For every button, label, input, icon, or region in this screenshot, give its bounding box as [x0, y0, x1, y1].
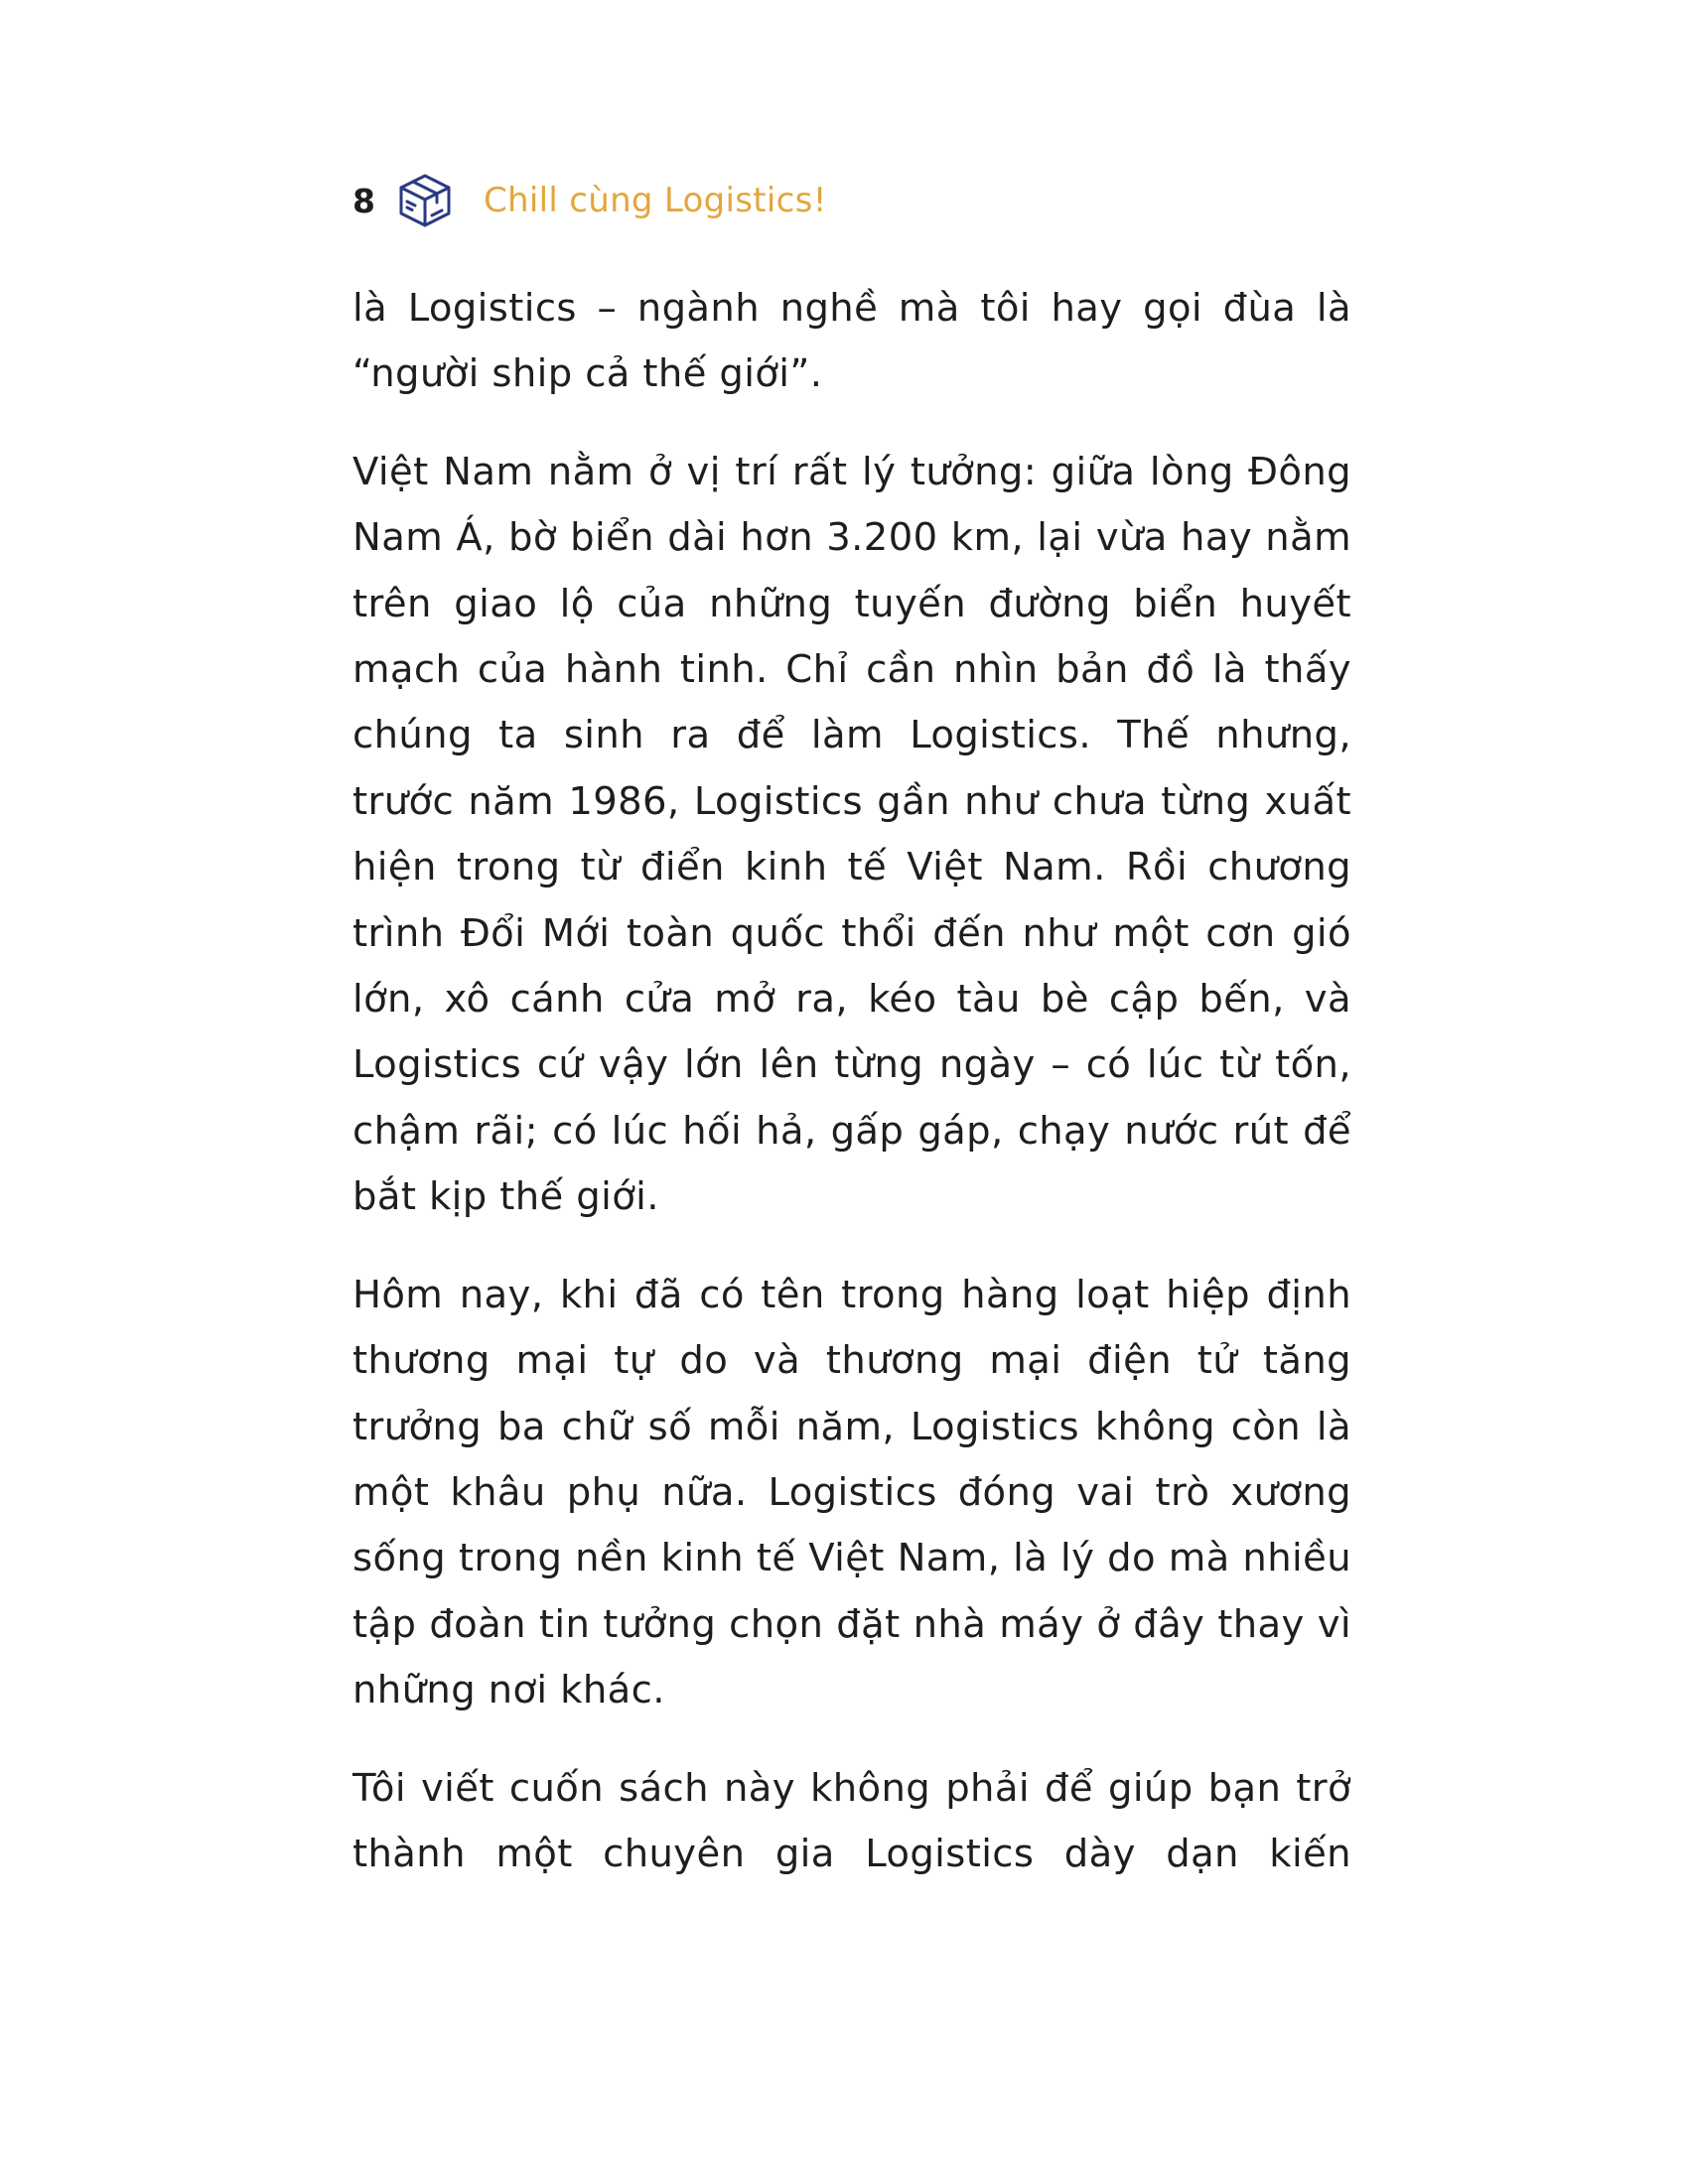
page-number: 8	[352, 181, 375, 220]
body-text	[352, 276, 1351, 1887]
running-header	[352, 169, 827, 232]
paragraph-3: Hôm nay, khi đã có tên trong hàng loạt hiệp định thương mại tự do và thương mại điện tử tăng trưởng ba chữ số mỗi năm, Logistics không còn là một khâu phụ nữa. Logistics đóng vai trò xương sống trong nền kinh tế Việt Nam, là lý do mà nhiều tập đoàn tin tưởng chọn đặt nhà máy ở đây thay vì những nơi khác.	[352, 1272, 1351, 1713]
book-title: Chill cùng Logistics!	[484, 181, 827, 220]
paragraph-2: Việt Nam nằm ở vị trí rất lý tưởng: giữa lòng Đông Nam Á, bờ biển dài hơn 3.200 km, lại vừa hay nằm trên giao lộ của những tuyến đường biển huyết mạch của hành tinh. Chỉ cần nhìn bản đồ là thấy chúng ta sinh ra để làm Logistics. Thế nhưng, trước năm 1986, Logistics gần như chưa từng xuất hiện trong từ điển kinh tế Việt Nam. Rồi chương trình Đổi Mới toàn quốc thổi đến như một cơn gió lớn, xô cánh cửa mở ra, kéo tàu bè cập bến, và Logistics cứ vậy lớn lên từng ngày – có lúc từ tốn, chậm rãi; có lúc hối hả, gấp gáp, chạy nước rút để bắt kịp thế giới.	[352, 449, 1351, 1220]
paragraph-4: Tôi viết cuốn sách này không phải để giúp bạn trở thành một chuyên gia Logistics dày dạn kiến	[352, 1765, 1351, 1876]
package-box-icon	[396, 172, 454, 229]
paragraph-1: là Logistics – ngành nghề mà tôi hay gọi đùa là “người ship cả thế giới”.	[352, 286, 1351, 397]
